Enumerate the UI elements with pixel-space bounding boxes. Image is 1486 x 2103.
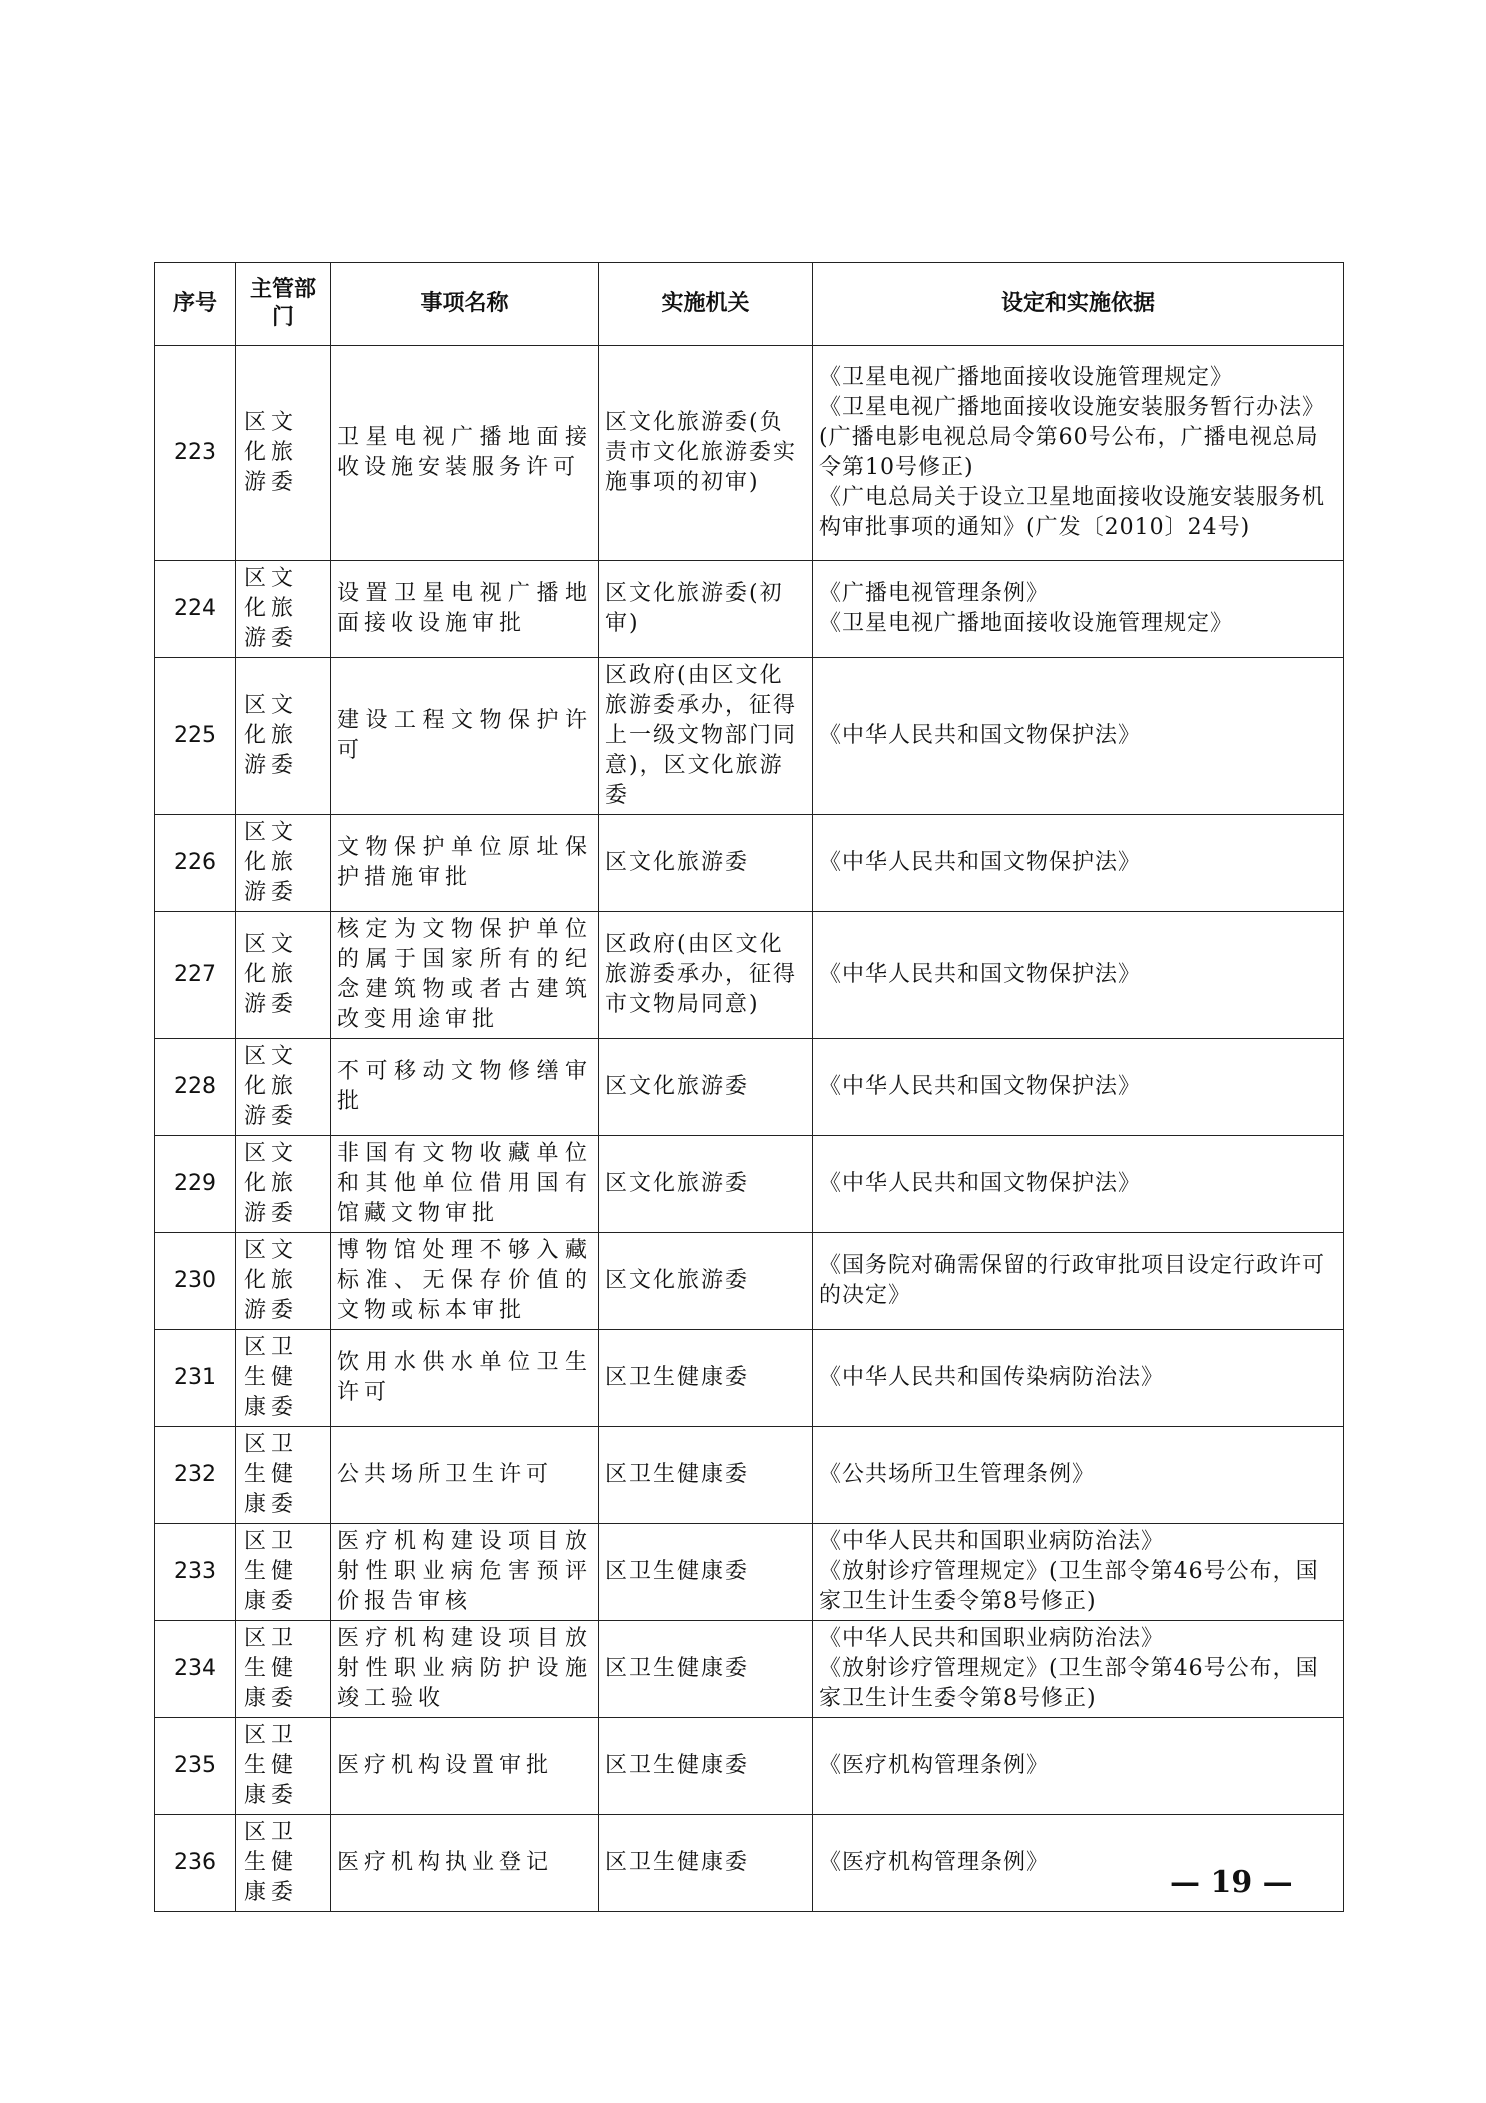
table-row [155, 1621, 1344, 1718]
cell-agency: 区政府(由区文化旅游委承办，征得市文物局同意) [599, 912, 813, 1039]
approval-items-table [154, 262, 1344, 1912]
cell-dept: 区文化旅游委 [236, 1136, 331, 1233]
cell-agency: 区政府(由区文化旅游委承办，征得上一级文物部门同意)，区文化旅游委 [599, 658, 813, 815]
cell-no: 227 [155, 912, 236, 1039]
cell-agency: 区卫生健康委 [599, 1427, 813, 1524]
cell-item-name: 公共场所卫生许可 [331, 1427, 599, 1524]
cell-no: 228 [155, 1039, 236, 1136]
cell-item-name: 饮用水供水单位卫生许可 [331, 1330, 599, 1427]
cell-item-name: 博物馆处理不够入藏标准、无保存价值的文物或标本审批 [331, 1233, 599, 1330]
table-row [155, 1815, 1344, 1912]
cell-basis: 《中华人民共和国传染病防治法》 [813, 1330, 1344, 1427]
page-number: — 19 — [1170, 1865, 1293, 1900]
header-dept: 主管部门 [236, 263, 331, 346]
cell-agency: 区卫生健康委 [599, 1524, 813, 1621]
cell-basis: 《中华人民共和国文物保护法》 [813, 1039, 1344, 1136]
cell-dept: 区文化旅游委 [236, 1233, 331, 1330]
cell-basis: 《中华人民共和国文物保护法》 [813, 658, 1344, 815]
cell-agency: 区文化旅游委 [599, 815, 813, 912]
cell-dept: 区卫生健康委 [236, 1427, 331, 1524]
table-row [155, 561, 1344, 658]
cell-basis: 《中华人民共和国文物保护法》 [813, 1136, 1344, 1233]
header-no: 序号 [155, 263, 236, 346]
cell-item-name: 核定为文物保护单位的属于国家所有的纪念建筑物或者古建筑改变用途审批 [331, 912, 599, 1039]
cell-item-name: 不可移动文物修缮审批 [331, 1039, 599, 1136]
cell-basis: 《国务院对确需保留的行政审批项目设定行政许可的决定》 [813, 1233, 1344, 1330]
cell-no: 233 [155, 1524, 236, 1621]
cell-dept: 区文化旅游委 [236, 815, 331, 912]
cell-no: 235 [155, 1718, 236, 1815]
cell-basis: 《公共场所卫生管理条例》 [813, 1427, 1344, 1524]
cell-basis: 《卫星电视广播地面接收设施管理规定》 《卫星电视广播地面接收设施安装服务暂行办法》(广播电影电视总局令第60号公布，广播电视总局令第10号修正) 《广电总局关于设立卫星地面接收设施安装服务机构审批事项的通知》(广发〔2010〕24号) [813, 346, 1344, 561]
cell-item-name: 文物保护单位原址保护措施审批 [331, 815, 599, 912]
cell-no: 223 [155, 346, 236, 561]
cell-basis: 《中华人民共和国文物保护法》 [813, 912, 1344, 1039]
cell-dept: 区文化旅游委 [236, 1039, 331, 1136]
table-row [155, 1427, 1344, 1524]
cell-basis: 《中华人民共和国文物保护法》 [813, 815, 1344, 912]
cell-basis: 《中华人民共和国职业病防治法》 《放射诊疗管理规定》(卫生部令第46号公布，国家卫生计生委令第8号修正) [813, 1524, 1344, 1621]
cell-agency: 区文化旅游委(负责市文化旅游委实施事项的初审) [599, 346, 813, 561]
cell-dept: 区卫生健康委 [236, 1330, 331, 1427]
cell-agency: 区文化旅游委 [599, 1233, 813, 1330]
cell-item-name: 医疗机构建设项目放射性职业病危害预评价报告审核 [331, 1524, 599, 1621]
cell-no: 230 [155, 1233, 236, 1330]
cell-no: 226 [155, 815, 236, 912]
header-item-name: 事项名称 [331, 263, 599, 346]
cell-no: 236 [155, 1815, 236, 1912]
table-row [155, 912, 1344, 1039]
header-row [155, 263, 1344, 346]
cell-agency: 区卫生健康委 [599, 1815, 813, 1912]
cell-agency: 区文化旅游委 [599, 1039, 813, 1136]
table-row [155, 346, 1344, 561]
cell-item-name: 医疗机构执业登记 [331, 1815, 599, 1912]
cell-agency: 区卫生健康委 [599, 1330, 813, 1427]
cell-dept: 区文化旅游委 [236, 346, 331, 561]
cell-agency: 区卫生健康委 [599, 1718, 813, 1815]
cell-dept: 区文化旅游委 [236, 561, 331, 658]
cell-item-name: 医疗机构设置审批 [331, 1718, 599, 1815]
cell-dept: 区文化旅游委 [236, 912, 331, 1039]
cell-agency: 区卫生健康委 [599, 1621, 813, 1718]
cell-no: 234 [155, 1621, 236, 1718]
header-basis: 设定和实施依据 [813, 263, 1344, 346]
cell-item-name: 设置卫星电视广播地面接收设施审批 [331, 561, 599, 658]
cell-dept: 区卫生健康委 [236, 1524, 331, 1621]
cell-basis: 《医疗机构管理条例》 [813, 1718, 1344, 1815]
table-header [155, 263, 1344, 346]
cell-basis: 《广播电视管理条例》 《卫星电视广播地面接收设施管理规定》 [813, 561, 1344, 658]
cell-no: 229 [155, 1136, 236, 1233]
cell-basis: 《中华人民共和国职业病防治法》 《放射诊疗管理规定》(卫生部令第46号公布，国家卫生计生委令第8号修正) [813, 1621, 1344, 1718]
cell-no: 225 [155, 658, 236, 815]
cell-basis: 《医疗机构管理条例》 [813, 1815, 1344, 1912]
table-row [155, 1039, 1344, 1136]
table-row [155, 1233, 1344, 1330]
table-body [155, 346, 1344, 1912]
header-agency: 实施机关 [599, 263, 813, 346]
cell-item-name: 医疗机构建设项目放射性职业病防护设施竣工验收 [331, 1621, 599, 1718]
cell-dept: 区文化旅游委 [236, 658, 331, 815]
table-row [155, 658, 1344, 815]
cell-dept: 区卫生健康委 [236, 1718, 331, 1815]
cell-item-name: 非国有文物收藏单位和其他单位借用国有馆藏文物审批 [331, 1136, 599, 1233]
table-row [155, 1524, 1344, 1621]
cell-dept: 区卫生健康委 [236, 1815, 331, 1912]
table-row [155, 1718, 1344, 1815]
cell-agency: 区文化旅游委 [599, 1136, 813, 1233]
table-row [155, 815, 1344, 912]
cell-item-name: 建设工程文物保护许可 [331, 658, 599, 815]
cell-no: 232 [155, 1427, 236, 1524]
cell-item-name: 卫星电视广播地面接收设施安装服务许可 [331, 346, 599, 561]
cell-no: 231 [155, 1330, 236, 1427]
cell-dept: 区卫生健康委 [236, 1621, 331, 1718]
table-row [155, 1330, 1344, 1427]
cell-no: 224 [155, 561, 236, 658]
cell-agency: 区文化旅游委(初审) [599, 561, 813, 658]
table-row [155, 1136, 1344, 1233]
